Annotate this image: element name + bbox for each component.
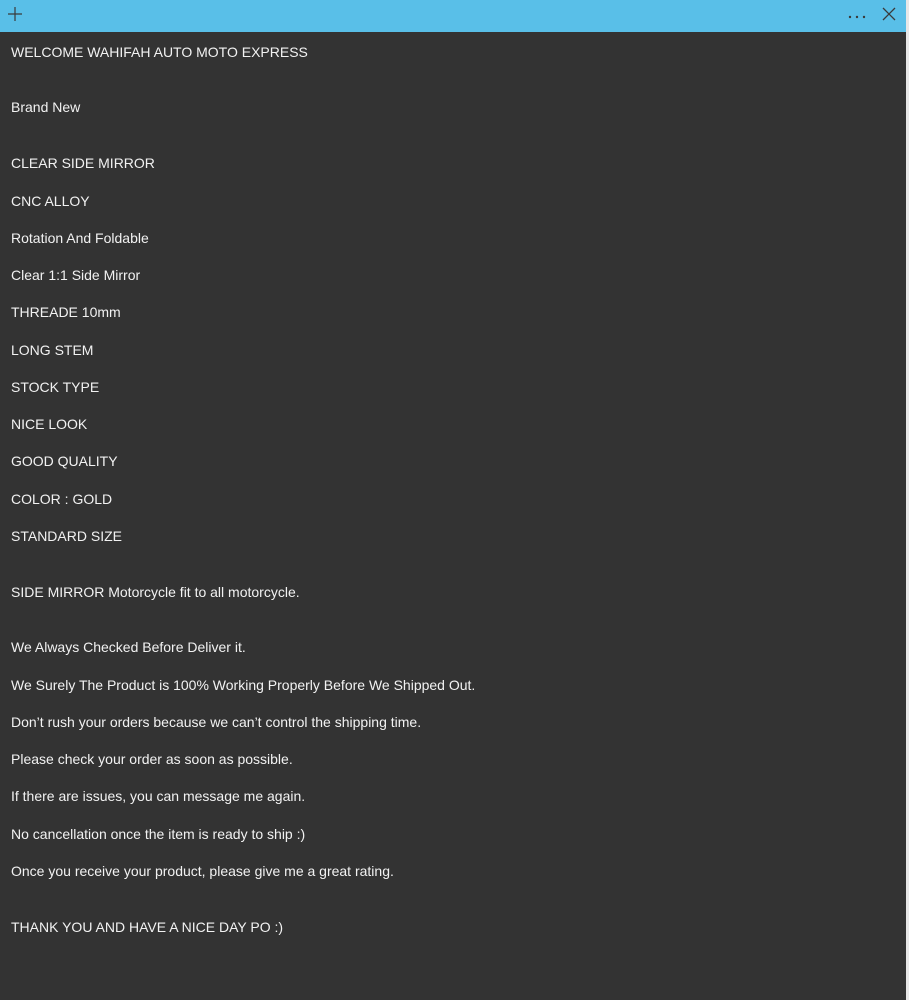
note-line: NICE LOOK — [11, 416, 88, 432]
note-line: Once you receive your product, please give me a great rating. — [11, 863, 394, 879]
note-line: LONG STEM — [11, 342, 94, 358]
menu-button[interactable] — [842, 0, 872, 32]
note-line: Brand New — [11, 99, 81, 115]
note-line: STOCK TYPE — [11, 379, 100, 395]
new-note-button[interactable] — [0, 0, 30, 32]
note-line: No cancellation once the item is ready to ship :) — [11, 826, 306, 842]
note-line: THANK YOU AND HAVE A NICE DAY PO :) — [11, 919, 284, 935]
note-line: Don’t rush your orders because we can’t control the shipping time. — [11, 714, 422, 730]
note-line: CLEAR SIDE MIRROR — [11, 155, 155, 171]
note-line: STANDARD SIZE — [11, 528, 122, 544]
note-line: WELCOME WAHIFAH AUTO MOTO EXPRESS — [11, 44, 308, 60]
note-line: SIDE MIRROR Motorcycle fit to all motorcycle. — [11, 584, 300, 600]
title-bar[interactable] — [0, 0, 906, 32]
note-line: THREADE 10mm — [11, 304, 121, 320]
note-line: Please check your order as soon as possible. — [11, 751, 293, 767]
note-line: Clear 1:1 Side Mirror — [11, 267, 141, 283]
more-horizontal-icon — [848, 7, 866, 25]
note-line: GOOD QUALITY — [11, 453, 118, 469]
note-line: If there are issues, you can message me again. — [11, 788, 306, 804]
plus-icon — [7, 6, 23, 27]
note-line: CNC ALLOY — [11, 193, 90, 209]
close-icon — [882, 7, 896, 26]
note-line: We Always Checked Before Deliver it. — [11, 639, 246, 655]
close-button[interactable] — [874, 0, 904, 32]
note-line: COLOR : GOLD — [11, 491, 113, 507]
note-line: Rotation And Foldable — [11, 230, 149, 246]
note-line: We Surely The Product is 100% Working Properly Before We Shipped Out. — [11, 677, 476, 693]
